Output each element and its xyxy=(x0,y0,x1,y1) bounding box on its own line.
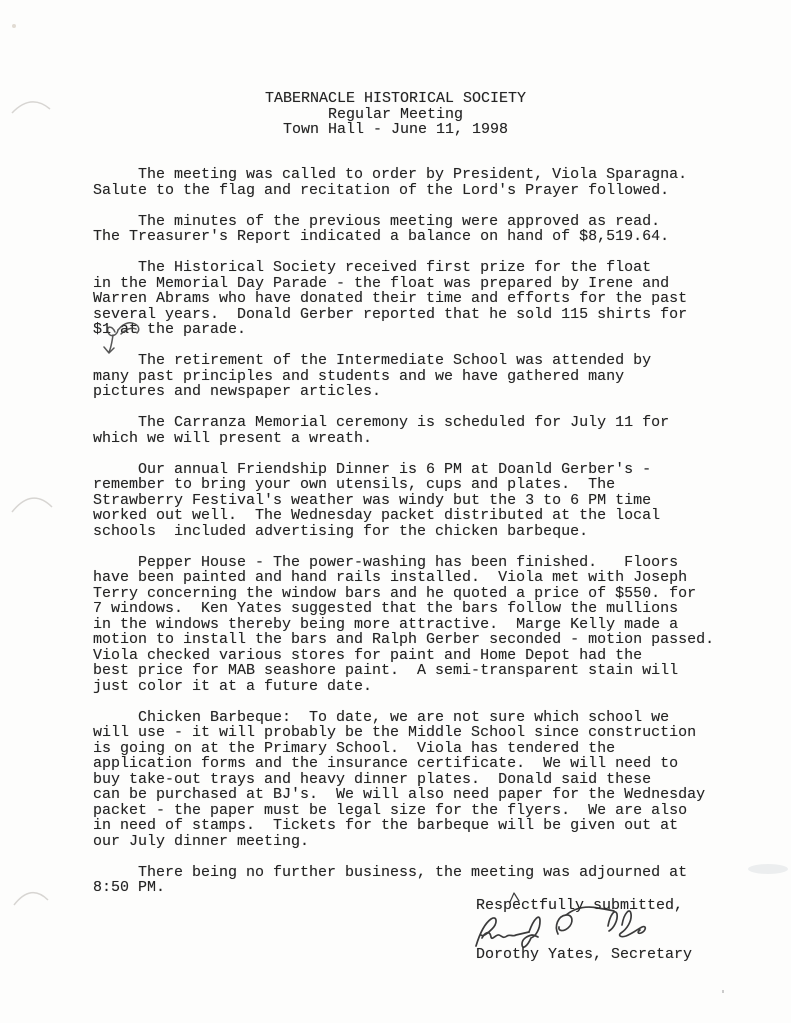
paper-speck-bottom xyxy=(722,990,724,993)
closing-signature-line: Dorothy Yates, Secretary xyxy=(476,946,693,963)
hole-punch-mark-bottom xyxy=(14,893,48,905)
closing-salutation: Respectfully submitted, xyxy=(476,897,684,914)
hole-punch-mark-middle xyxy=(12,498,52,512)
minutes-body xyxy=(93,167,714,911)
chicken-barbeque-paragraph: Chicken Barbeque: To date, we are not sure which school we will use - it will probably be the Middle School since construction is going on at the Primary School. Viola has tendered the application forms and the insurance certificate. We will need to buy take-out trays and heavy dinner plates. Donald said these can be purchased at BJ's. We will also need paper for the Wednesday packet - the paper must be legal size for the flyers. We are also in need of stamps. Tickets for the barbeque will be given out at our July dinner meeting. xyxy=(93,708,706,850)
document-title-block: TABERNACLE HISTORICAL SOCIETY Regular Meeting Town Hall - June 11, 1998 xyxy=(264,90,527,138)
friendship-dinner-paragraph: Our annual Friendship Dinner is 6 PM at Doanld Gerber's - remember to bring your own utensils, cups and plates. The Strawberry Festival's weather was windy but the 3 to 6 PM time worked out well. The Wednesday packet distributed at the local schools included advertising for the chicken barbeque. xyxy=(93,460,661,540)
intermediate-school-paragraph: The retirement of the Intermediate School was attended by many past principles and students and we have gathered many pictures and newspaper articles. xyxy=(93,352,652,400)
paper-speck-top-left xyxy=(12,24,16,28)
adjournment-paragraph: There being no further business, the meeting was adjourned at 8:50 PM. xyxy=(93,863,688,896)
pepper-house-paragraph: Pepper House - The power-washing has been finished. Floors have been painted and hand rails installed. Viola met with Joseph Terry concerning the window bars and he quoted a price of $550. for 7 windows. Ken Yates suggested that the bars follow the mullions in the windows thereby being more attractive. Marge Kelly made a motion to install the bars and Ralph Gerber seconded - motion passed. Viola checked various stores for paint and Home Depot had the best price for MAB seashore paint. A semi-transparent stain will just color it at a future date. xyxy=(93,553,715,695)
treasurer-report-paragraph: The minutes of the previous meeting were approved as read. The Treasurer's Report indicated a balance on hand of $8,519.64. xyxy=(93,212,670,245)
memorial-parade-paragraph: The Historical Society received first prize for the float in the Memorial Day Parade - the float was prepared by Irene and Warren Abrams who have donated their time and efforts for the past several years. Donald Gerber reported that he sold 115 shirts for $1 at the parade. xyxy=(93,259,688,338)
opening-paragraph: The meeting was called to order by President, Viola Sparagna. Salute to the flag and recitation of the Lord's Prayer followed. xyxy=(93,166,688,199)
edge-smudge-right xyxy=(748,864,788,874)
carranza-memorial-paragraph: The Carranza Memorial ceremony is scheduled for July 11 for which we will present a wreath. xyxy=(93,414,670,447)
